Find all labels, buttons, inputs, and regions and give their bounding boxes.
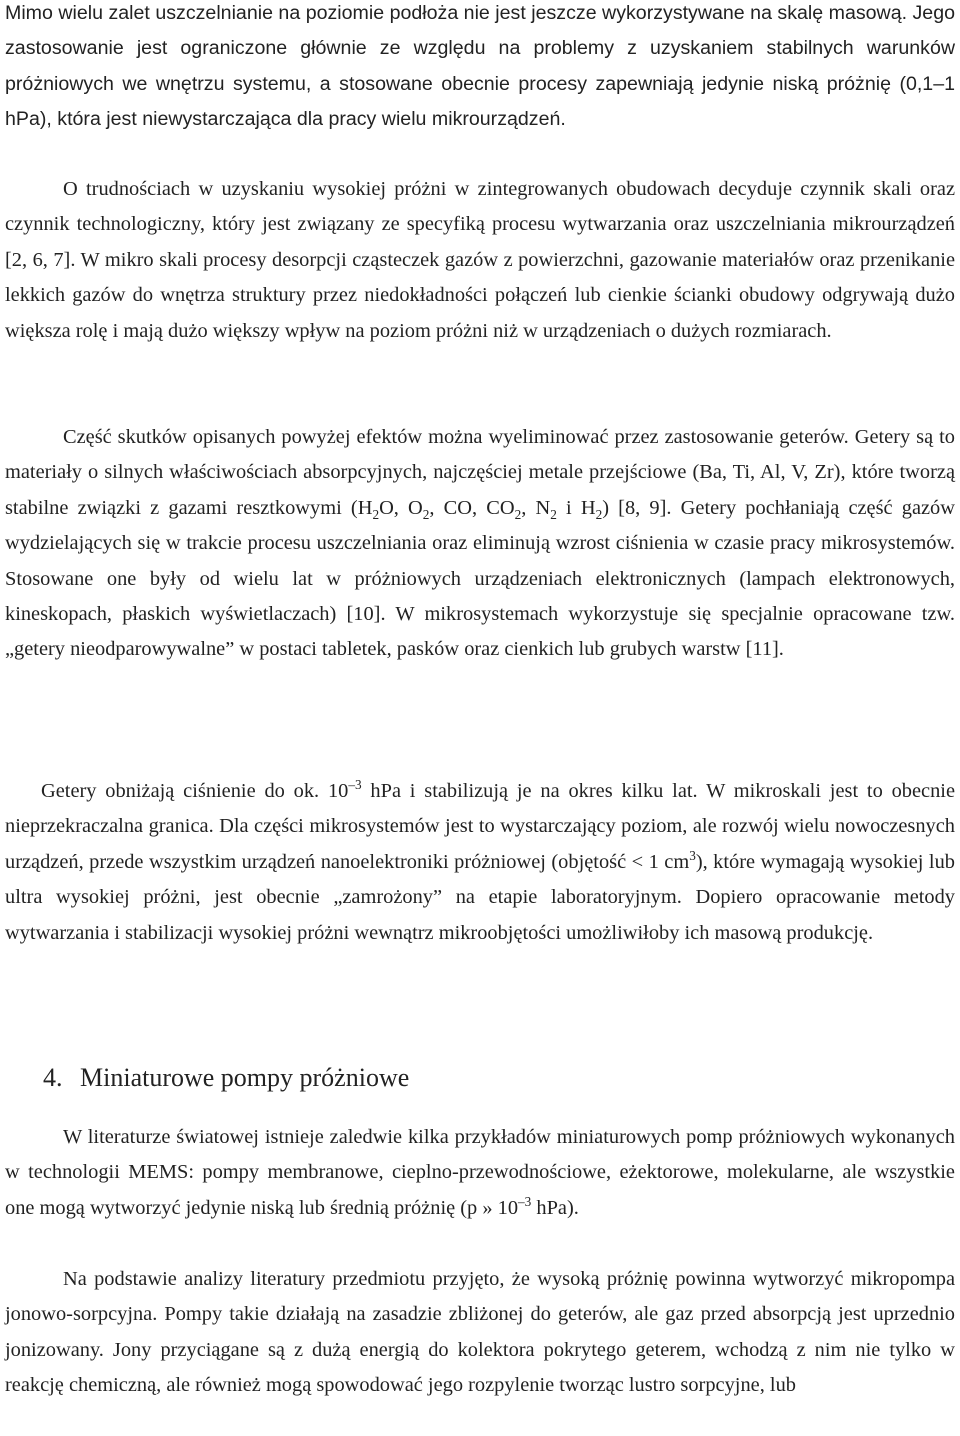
paragraph-text-part: Getery są to materiały o silnych właściwościach absorpcyjnych, najczęściej metale przejściowe (Ba, Ti, Al, V, Zr), które tworzą stabilne związki z gazami resztkowymi (H [5,426,955,519]
paragraph-text-part: ), które wymagają wysokiej lub ultra wysokiej próżni, jest obecnie „zamrożony” na etapie laboratoryjnym. Dopiero opracowanie metody wytwarzania i stabilizacji wysokiej próżni wewnątrz mikroobjętości umożliwiłoby ich masową produkcję. [5,850,955,944]
paragraph-text-part: O trudnościach w uzyskaniu wysokiej próżni w zintegrowanych obudowach decyduje czynnik skali oraz czynnik technologiczny, który jest związany ze specyfiką procesu wytwarzania oraz uszczelniania mikrourządzeń [2, 6, 7]. [5,178,955,271]
paragraph-text-part: ) [8, 9]. Getery pochłaniają część gazów wydzielających się w trakcie procesu uszczelniania oraz eliminują wzrost ciśnienia w czasie pracy mikrosystemów. Stosowane one były od wielu lat w próżniowych urządzeniach elektronicznych (lampach elektronowych, kineskopach, płaskich wyświetlaczach) [10]. W mikrosystemach wykorzystuje się specjalnie opracowane tzw. „getery nieodparowywalne” w postaci tabletek, pasków oraz cienkich lub grubych warstw [11]. [5,496,955,661]
paragraph-text-part: W mikro skali procesy desorpcji cząsteczek gazów z powierzchni, gazowanie materiałów oraz przenikanie lekkich gazów do wnętrza struktury przez niedokładności połączeń lub cienkie ścianki obudowy odgrywają dużo większa rolę i mają dużo większy wpływ na poziom próżni niż w urządzeniach o dużych rozmiarach. [5,248,956,342]
subscript: 2 [595,506,603,522]
paragraph-text-part: hPa). [531,1196,579,1219]
subscript: 2 [372,506,380,522]
superscript: –3 [348,777,362,793]
paragraph-vacuum-difficulties [5,172,955,349]
paragraph-text-part: Getery obniżają ciśnienie do ok. 10 [41,780,349,802]
paragraph-text: Mimo wielu zalet uszczelnianie na poziomie podłoża nie jest jeszcze wykorzystywane na skalę masową. Jego zastosowanie jest ograniczone głównie ze względu na problemy z uzyskaniem stabilnych warunków próżniowych we wnętrzu systemu, a stosowane obecnie procesy zapewniają jedynie niską próżnię (0,1–1 hPa), która jest niewystarczająca dla pracy wielu mikrourządzeń. [5,2,955,131]
paragraph-text-part: , CO, CO [429,496,515,519]
subscript: 2 [422,506,430,522]
paragraph-text-part: hPa i stabilizują je na okres kilku lat. W mikroskali jest to obecnie nieprzekraczalna granica. Dla części mikrosystemów jest to wystarczający poziom, ale rozwój wielu nowoczesnych urządzeń, przede wszystkim urządzeń nanoelektroniki próżniowej (objętość < 1 cm [5,780,955,873]
subscript: 2 [550,506,557,522]
paragraph-mems-pumps [5,1120,955,1226]
paragraph-getter-pressure [5,774,955,951]
paragraph-text-part: i H [556,496,596,519]
section-number: 4. [43,1063,63,1092]
paragraph-text: Na podstawie analizy literatury przedmiotu przyjęto, że wysoką próżnię powinna wytworzyć mikropompa jonowo-sorpcyjna. Pompy takie działają na zasadzie zbliżonej do geterów, ale gaz przed absorpcją jest uprzednio jonizowany. Jony przyciągane są z dużą energią do kolektora pokrytego geterem, wchodzą z nim nie tylko w reakcję chemiczną, ale również mogą spowodować jego rozpylenie tworząc lustro sorpcyjne, lub [5,1268,955,1397]
paragraph-text-part: Część skutków opisanych powyżej efektów można wyeliminować przez zastosowanie geterów. [63,426,849,448]
paragraph-text-part: , N [521,496,551,519]
section-title: Miniaturowe pompy próżniowe [80,1063,410,1092]
paragraph-text-part: W literaturze światowej istnieje zaledwie kilka przykładów miniaturowych pomp próżniowych wykonanych w technologii MEMS: pompy membranowe, cieplno-przewodnościowe, eżektorowe, molekularne, ale wszystkie one mogą wytworzyć jedynie niską lub średnią próżnię (p » 10 [5,1126,955,1219]
subscript: 2 [514,506,522,522]
paragraph-ion-sorption-pump [5,1262,955,1404]
superscript: –3 [518,1194,532,1210]
superscript: 3 [689,848,696,864]
paragraph-sealing-limitations [5,0,955,138]
section-heading [43,1060,409,1096]
paragraph-text-part: O, O [379,496,423,519]
paragraph-getters [5,420,955,668]
